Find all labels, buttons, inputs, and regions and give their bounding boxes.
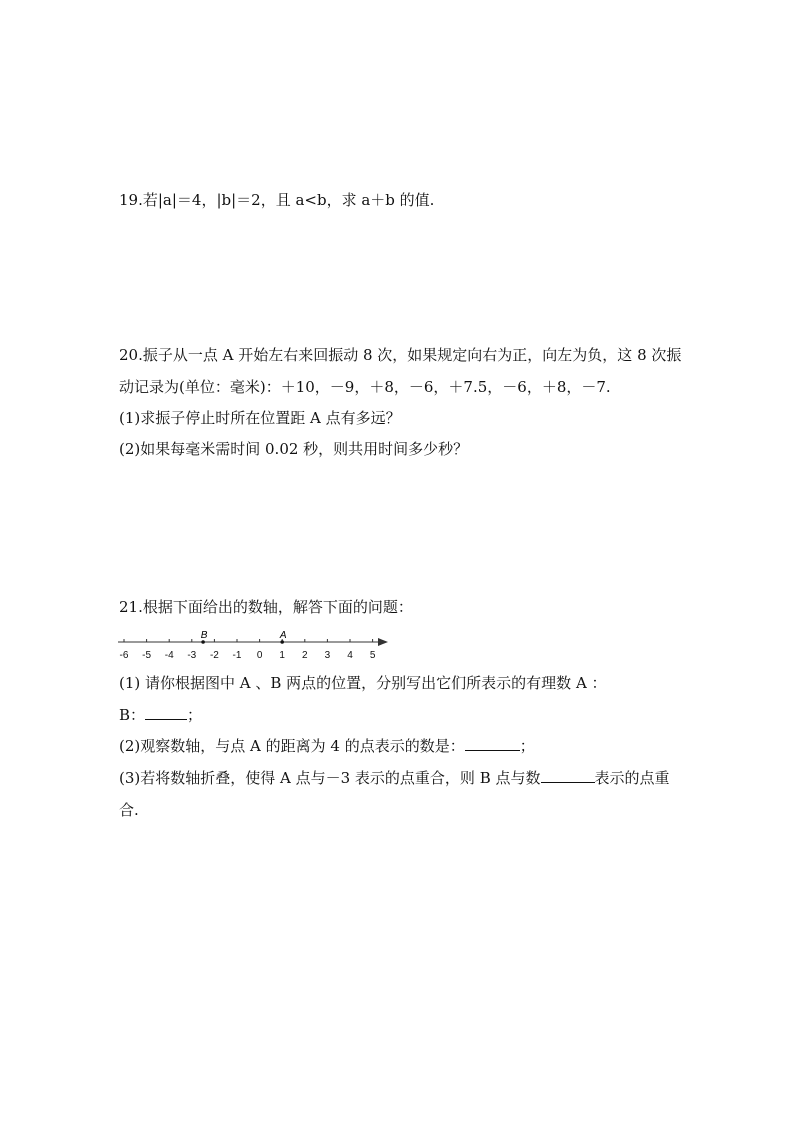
question-21-part-1-line-1: (1) 请你根据图中 A 、B 两点的位置，分别写出它们所表示的有理数 A ：	[119, 674, 607, 692]
part-2-suffix: ；	[519, 737, 535, 755]
answer-b-blank[interactable]	[145, 705, 187, 720]
question-20-part-1: (1)求振子停止时所在位置距 A 点有多远？	[119, 409, 401, 427]
number-line-tick-label: 4	[347, 650, 353, 661]
number-line-tick-label: -2	[209, 650, 219, 661]
question-21-intro: 21.根据下面给出的数轴，解答下面的问题：	[119, 598, 413, 616]
number-line-tick-label: 3	[324, 650, 331, 661]
part-3-blank[interactable]	[541, 768, 595, 783]
question-21-part-3-line-2: 合.	[119, 801, 139, 819]
answer-b-label: B：	[119, 706, 146, 724]
number-line-tick-label: -1	[232, 650, 242, 661]
part-3-text: (3)若将数轴折叠，使得 A 点与－3 表示的点重合，则 B 点与数	[119, 769, 541, 787]
number-line-tick-label: -6	[119, 650, 129, 661]
question-21-part-3	[119, 768, 670, 788]
part-2-text: (2)观察数轴，与点 A 的距离为 4 的点表示的数是：	[119, 737, 465, 755]
question-19: 19.若|a|＝4，|b|＝2，且 a<b，求 a＋b 的值.	[119, 191, 435, 209]
answer-b-suffix: ；	[187, 706, 203, 724]
question-21-part-1-line-2	[119, 705, 202, 725]
number-line-tick-label: -3	[187, 650, 197, 661]
number-line-tick-label: 0	[256, 650, 263, 661]
number-line-tick-label: -5	[142, 650, 152, 661]
question-20-line-2: 动记录为(单位：毫米)：＋10，－9，＋8，－6，＋7.5，－6，＋8，－7.	[119, 378, 611, 396]
question-20-part-2: (2)如果每毫米需时间 0.02 秒，则共用时间多少秒？	[119, 440, 469, 458]
number-line-tick-label: -4	[164, 650, 174, 661]
question-21-part-2	[119, 736, 535, 756]
point-a-label: A	[279, 630, 287, 641]
number-line-tick-label: 2	[302, 650, 308, 661]
part-2-blank[interactable]	[465, 736, 520, 751]
part-3-suffix: 表示的点重	[594, 769, 670, 787]
number-line	[112, 628, 402, 668]
point-b-label: B	[200, 630, 208, 641]
question-20-line-1: 20.振子从一点 A 开始左右来回振动 8 次，如果规定向右为正，向左为负，这 8 次振	[119, 346, 682, 364]
number-line-tick-label: 1	[279, 650, 285, 661]
number-line-arrow	[378, 638, 388, 646]
number-line-tick-label: 5	[369, 650, 376, 661]
